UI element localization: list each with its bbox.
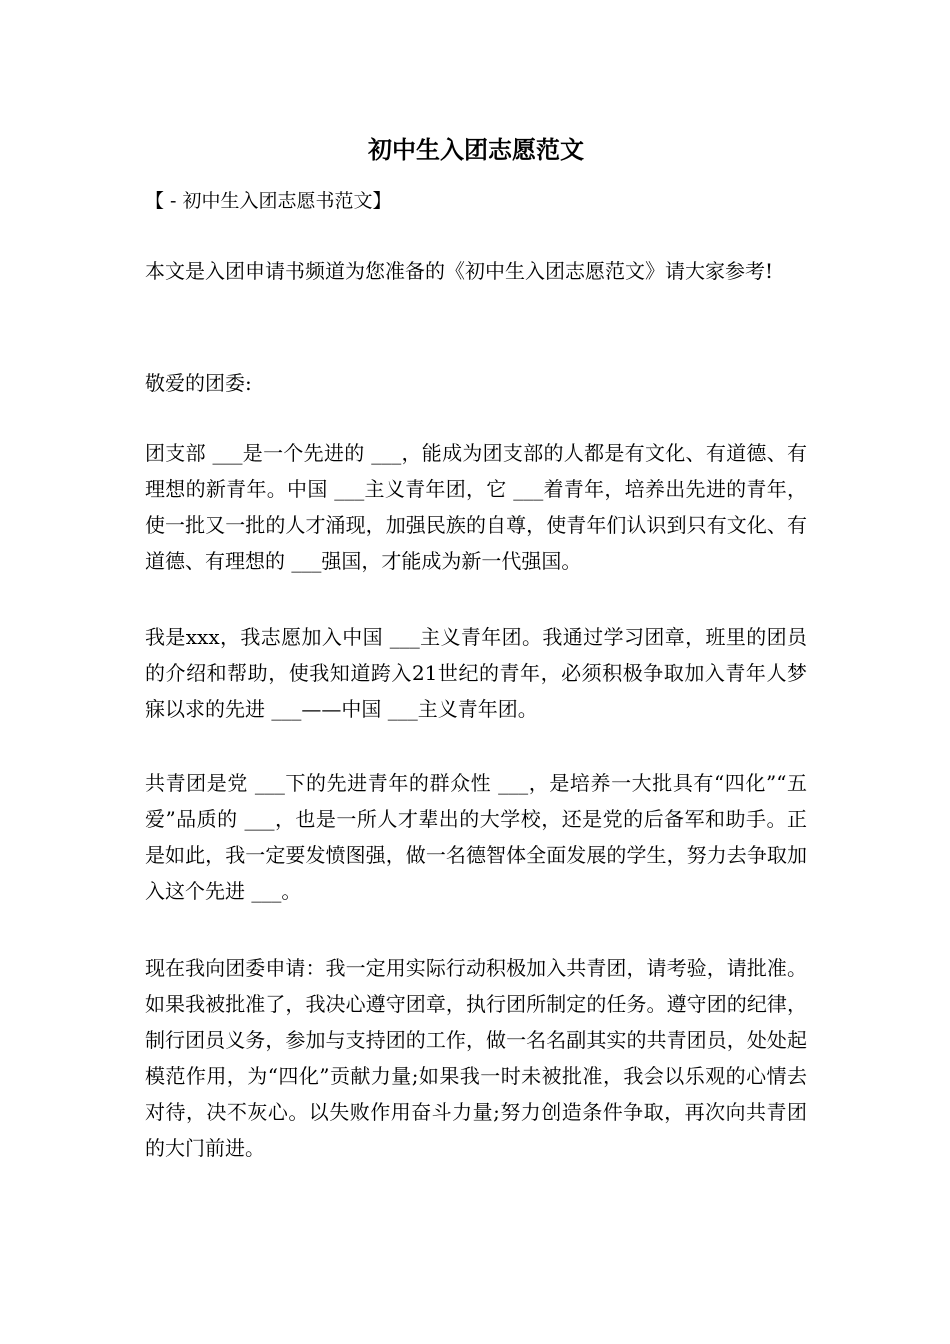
greeting: 敬爱的团委: [145,371,252,395]
document-title: 初中生入团志愿范文 [368,135,584,164]
body-paragraph: 现在我向团委申请：我一定用实际行动积极加入共青团，请考验，请批准。如果我被批准了，我决心遵守团章，执行团所制定的任务。遵守团的纪律，制行团员义务，参加与支持团的工作，做一名名副其实的共青团员，处处起模范作用，为“四化”贡献力量;如果我一时未被批准，我会以乐观的心情去对待，决不灰心。以失败作用奋斗力量;努力创造条件争取，再次向共青团的大门前进。 [145,956,807,1160]
intro-paragraph: 本文是入团申请书频道为您准备的《初中生入团志愿范文》请大家参考! [145,259,774,283]
body-paragraph: 我是xxx，我志愿加入中国 ___主义青年团。我通过学习团章，班里的团员的介绍和帮助，使我知道跨入21世纪的青年，必须积极争取加入青年人梦寐以求的先进 ___——中国 ___主义青年团。 [145,625,807,721]
body-paragraph: 共青团是党 ___下的先进青年的群众性 ___，是培养一大批具有“四化”“五爱”品质的 ___，也是一所人才辈出的大学校，还是党的后备军和助手。正是如此，我一定要发愤图强，做一名德智体全面发展的学生，努力去争取加入这个先进 ___。 [145,771,807,903]
body-paragraph: 团支部 ___是一个先进的 ___，能成为团支部的人都是有文化、有道德、有理想的新青年。中国 ___主义青年团，它 ___着青年，培养出先进的青年，使一批又一批的人才涌现，加强民族的自尊，使青年们认识到只有文化、有道德、有理想的 ___强国，才能成为新一代强国。 [145,441,807,573]
document-subtitle: 【 - 初中生入团志愿书范文】 [145,190,392,212]
